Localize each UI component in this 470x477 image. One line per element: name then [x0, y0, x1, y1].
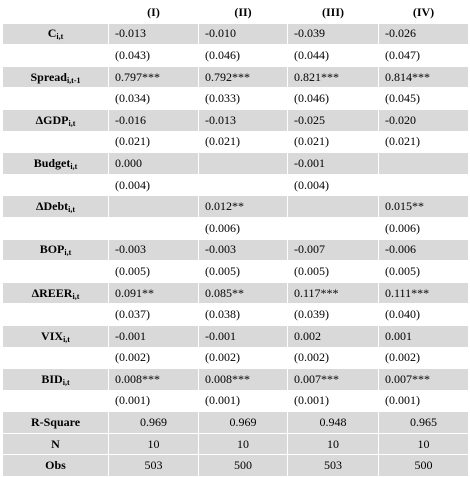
- standard-error-cell: (0.001): [288, 390, 379, 412]
- standard-error-cell: (0.047): [379, 45, 469, 67]
- standard-error-cell: (0.002): [199, 347, 288, 369]
- statistic-cell: 0.969: [199, 412, 288, 434]
- coefficient-row: [3, 66, 469, 88]
- header-row: [3, 2, 469, 24]
- coefficient-cell: -0.039: [288, 23, 379, 45]
- statistic-cell: 0.948: [288, 412, 379, 434]
- variable-name: BID: [41, 371, 63, 386]
- coefficient-cell: -0.025: [288, 109, 379, 131]
- standard-error-cell: (0.004): [288, 174, 379, 196]
- statistic-cell: 503: [288, 455, 379, 477]
- standard-error-row: [3, 88, 469, 110]
- coefficient-row: [3, 369, 469, 391]
- variable-subscript: i,t: [62, 377, 70, 387]
- standard-error-cell: (0.040): [379, 304, 469, 326]
- coefficient-cell: 0.007***: [379, 369, 469, 391]
- statistic-label: R-Square: [3, 412, 109, 434]
- coefficient-cell: -0.013: [109, 23, 199, 45]
- standard-error-cell: [199, 174, 288, 196]
- variable-name: ΔGDP: [35, 112, 69, 127]
- standard-error-cell: (0.034): [109, 88, 199, 110]
- standard-error-row: [3, 261, 469, 283]
- coefficient-cell: 0.792***: [199, 66, 288, 88]
- coefficient-cell: -0.016: [109, 109, 199, 131]
- statistic-cell: 10: [109, 433, 199, 455]
- standard-error-cell: [379, 174, 469, 196]
- variable-name: ΔREER: [31, 285, 73, 300]
- variable-name: VIX: [41, 328, 64, 343]
- variable-subscript: i,t: [72, 291, 80, 301]
- empty-label-cell: [3, 304, 109, 326]
- coefficient-cell: 0.007***: [288, 369, 379, 391]
- standard-error-cell: (0.033): [199, 88, 288, 110]
- standard-error-cell: (0.043): [109, 45, 199, 67]
- statistic-row: [3, 455, 469, 477]
- coefficient-cell: 0.008***: [199, 369, 288, 391]
- coefficient-cell: 0.000: [109, 153, 199, 175]
- coefficient-row: [3, 196, 469, 218]
- variable-label: [3, 239, 109, 261]
- coefficient-cell: 0.111***: [379, 282, 469, 304]
- variable-subscript: i,t: [70, 161, 78, 171]
- empty-label-cell: [3, 45, 109, 67]
- coefficient-cell: -0.010: [199, 23, 288, 45]
- standard-error-row: [3, 45, 469, 67]
- coefficient-row: [3, 239, 469, 261]
- standard-error-cell: (0.046): [199, 45, 288, 67]
- coefficient-cell: -0.001: [199, 325, 288, 347]
- standard-error-cell: [288, 217, 379, 239]
- standard-error-cell: (0.037): [109, 304, 199, 326]
- standard-error-cell: (0.005): [379, 261, 469, 283]
- standard-error-cell: (0.002): [288, 347, 379, 369]
- coefficient-cell: -0.001: [109, 325, 199, 347]
- statistic-cell: 0.969: [109, 412, 199, 434]
- coefficient-row: [3, 23, 469, 45]
- empty-label-cell: [3, 217, 109, 239]
- standard-error-cell: [109, 217, 199, 239]
- coefficient-cell: 0.015**: [379, 196, 469, 218]
- standard-error-cell: (0.001): [379, 390, 469, 412]
- variable-name: Budget: [33, 155, 71, 170]
- statistic-cell: 500: [379, 455, 469, 477]
- empty-label-cell: [3, 131, 109, 153]
- standard-error-cell: (0.006): [199, 217, 288, 239]
- variable-subscript: i,t-1: [66, 75, 81, 85]
- standard-error-cell: (0.006): [379, 217, 469, 239]
- standard-error-row: [3, 390, 469, 412]
- coefficient-row: [3, 282, 469, 304]
- standard-error-cell: (0.045): [379, 88, 469, 110]
- column-header: (II): [199, 2, 288, 24]
- coefficient-cell: -0.006: [379, 239, 469, 261]
- variable-label: [3, 153, 109, 175]
- standard-error-cell: (0.044): [288, 45, 379, 67]
- coefficient-cell: 0.012**: [199, 196, 288, 218]
- coefficient-cell: -0.020: [379, 109, 469, 131]
- variable-label: [3, 325, 109, 347]
- variable-label: [3, 196, 109, 218]
- standard-error-cell: (0.005): [109, 261, 199, 283]
- column-header: (I): [109, 2, 199, 24]
- standard-error-row: [3, 174, 469, 196]
- empty-label-cell: [3, 88, 109, 110]
- variable-subscript: i,t: [63, 334, 70, 344]
- coefficient-row: [3, 109, 469, 131]
- coefficient-cell: 0.002: [288, 325, 379, 347]
- empty-label-cell: [3, 390, 109, 412]
- variable-subscript: i,t: [56, 32, 64, 42]
- empty-label-cell: [3, 347, 109, 369]
- regression-results-table: [2, 1, 469, 477]
- coefficient-cell: 0.001: [379, 325, 469, 347]
- standard-error-cell: (0.021): [109, 131, 199, 153]
- standard-error-cell: (0.039): [288, 304, 379, 326]
- variable-subscript: i,t: [68, 118, 76, 128]
- table-body: [3, 2, 469, 477]
- variable-label: [3, 66, 109, 88]
- column-header: (III): [288, 2, 379, 24]
- column-header: (IV): [379, 2, 469, 24]
- coefficient-row: [3, 153, 469, 175]
- empty-label-cell: [3, 261, 109, 283]
- standard-error-cell: (0.002): [109, 347, 199, 369]
- coefficient-cell: 0.008***: [109, 369, 199, 391]
- standard-error-row: [3, 217, 469, 239]
- coefficient-cell: -0.003: [199, 239, 288, 261]
- coefficient-cell: 0.085**: [199, 282, 288, 304]
- statistic-label: Obs: [3, 455, 109, 477]
- standard-error-cell: (0.038): [199, 304, 288, 326]
- coefficient-cell: [109, 196, 199, 218]
- statistic-cell: 500: [199, 455, 288, 477]
- variable-name: BOP: [39, 242, 65, 257]
- coefficient-cell: -0.001: [288, 153, 379, 175]
- standard-error-cell: (0.021): [199, 131, 288, 153]
- standard-error-cell: (0.005): [199, 261, 288, 283]
- statistic-cell: 10: [288, 433, 379, 455]
- coefficient-row: [3, 325, 469, 347]
- variable-name: Spread: [30, 69, 67, 84]
- standard-error-row: [3, 131, 469, 153]
- coefficient-cell: 0.117***: [288, 282, 379, 304]
- statistic-cell: 0.965: [379, 412, 469, 434]
- standard-error-cell: (0.002): [379, 347, 469, 369]
- variable-label: [3, 23, 109, 45]
- statistic-cell: 503: [109, 455, 199, 477]
- standard-error-cell: (0.004): [109, 174, 199, 196]
- standard-error-cell: (0.001): [199, 390, 288, 412]
- coefficient-cell: -0.007: [288, 239, 379, 261]
- statistic-cell: 10: [379, 433, 469, 455]
- header-corner-cell: [3, 2, 109, 24]
- statistic-cell: 10: [199, 433, 288, 455]
- standard-error-cell: (0.001): [109, 390, 199, 412]
- coefficient-cell: 0.091**: [109, 282, 199, 304]
- variable-label: [3, 369, 109, 391]
- standard-error-row: [3, 347, 469, 369]
- coefficient-cell: 0.821***: [288, 66, 379, 88]
- coefficient-cell: -0.026: [379, 23, 469, 45]
- statistic-row: [3, 412, 469, 434]
- variable-name: ΔDebt: [35, 199, 69, 214]
- variable-label: [3, 282, 109, 304]
- standard-error-cell: (0.005): [288, 261, 379, 283]
- coefficient-cell: 0.797***: [109, 66, 199, 88]
- coefficient-cell: -0.003: [109, 239, 199, 261]
- empty-label-cell: [3, 174, 109, 196]
- coefficient-cell: 0.814***: [379, 66, 469, 88]
- standard-error-cell: (0.021): [379, 131, 469, 153]
- coefficient-cell: [288, 196, 379, 218]
- coefficient-cell: [379, 153, 469, 175]
- variable-label: [3, 109, 109, 131]
- standard-error-cell: (0.046): [288, 88, 379, 110]
- variable-subscript: i,t: [64, 248, 72, 258]
- coefficient-cell: [199, 153, 288, 175]
- standard-error-row: [3, 304, 469, 326]
- statistic-label: N: [3, 433, 109, 455]
- variable-name: C: [47, 26, 57, 41]
- standard-error-cell: (0.021): [288, 131, 379, 153]
- statistic-row: [3, 433, 469, 455]
- coefficient-cell: -0.013: [199, 109, 288, 131]
- variable-subscript: i,t: [68, 205, 76, 215]
